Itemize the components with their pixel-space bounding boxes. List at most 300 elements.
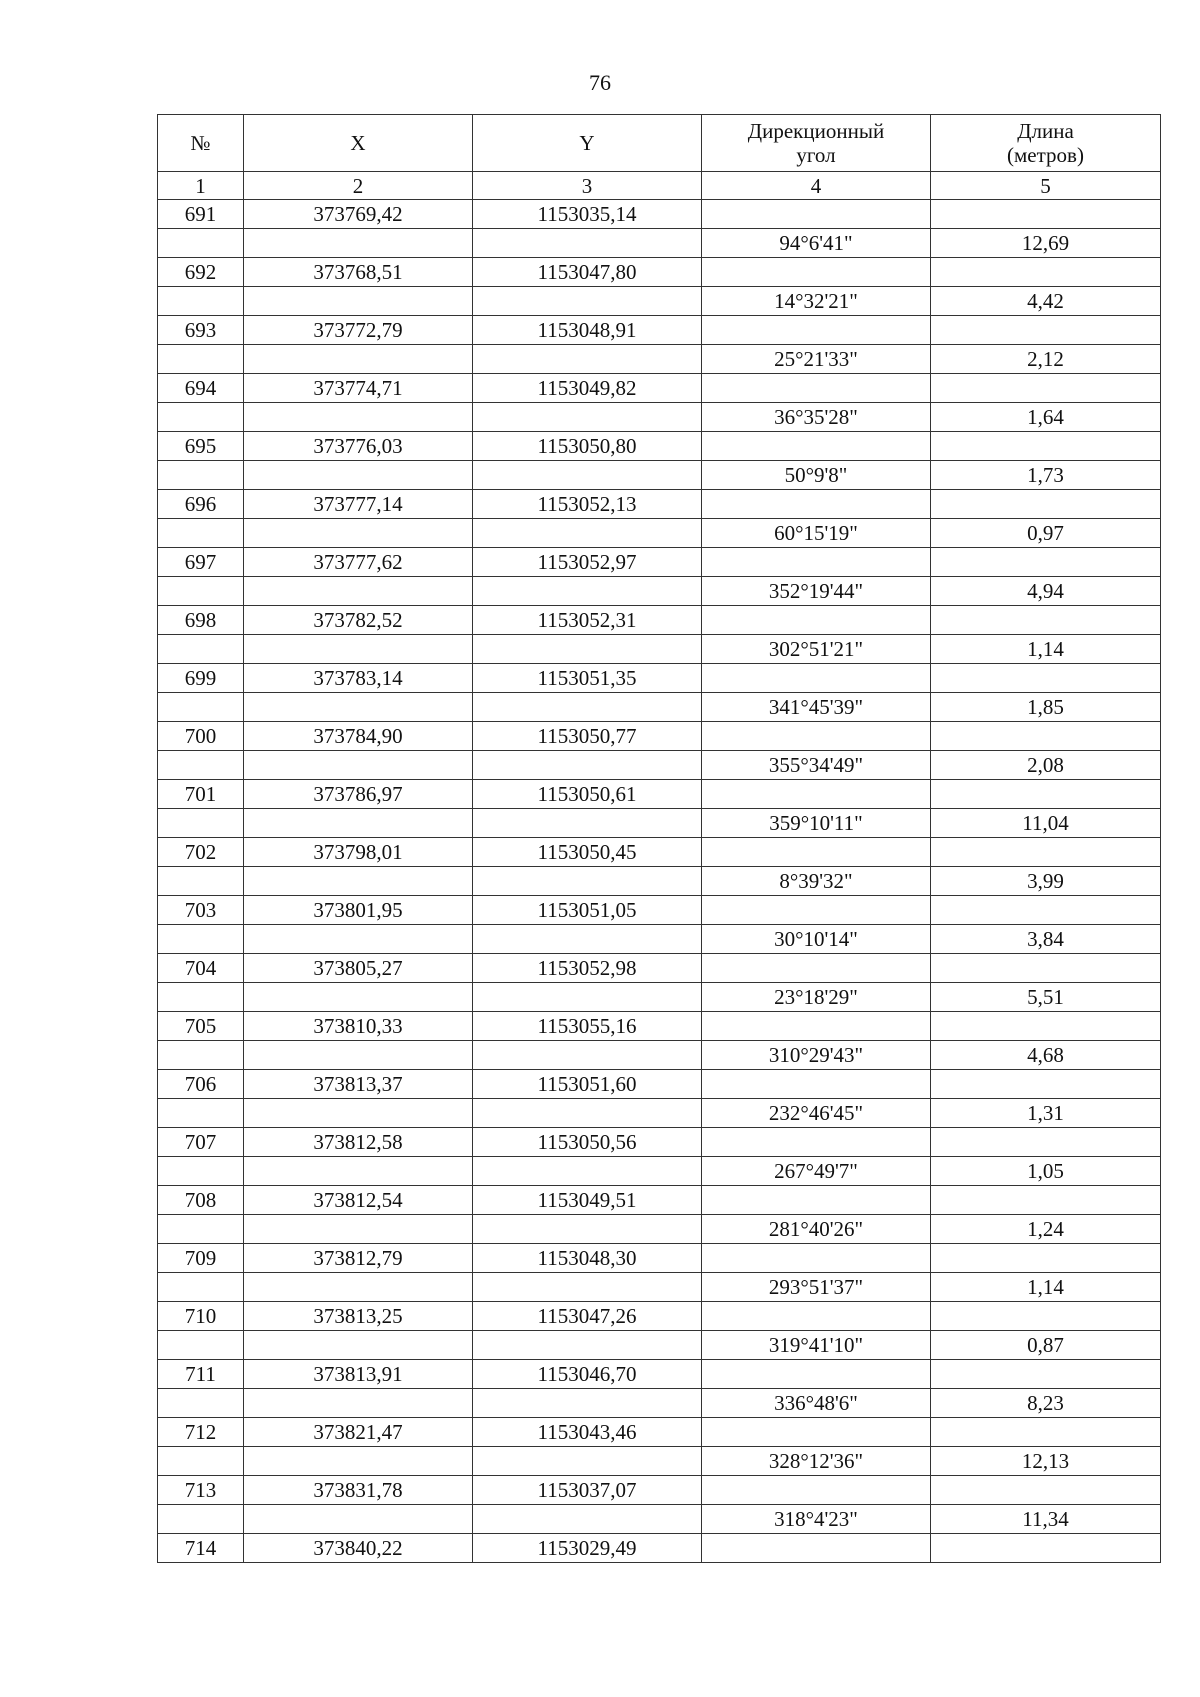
empty-cell xyxy=(473,229,701,258)
y-coordinate: 1153047,80 xyxy=(473,258,701,287)
empty-cell xyxy=(931,1302,1160,1331)
empty-cell xyxy=(158,519,243,548)
empty-cell xyxy=(931,490,1160,519)
direction-angle: 30°10'14" xyxy=(774,926,858,951)
direction-angle: 281°40'26" xyxy=(768,1216,864,1241)
y-coordinate: 1153035,14 xyxy=(473,200,701,229)
length-cell xyxy=(931,1070,1161,1128)
y-coordinate-cell xyxy=(473,1012,702,1070)
header-direction-angle-text: Дирекционный угол xyxy=(747,119,885,167)
y-coordinate: 1153050,56 xyxy=(473,1128,701,1157)
table-row xyxy=(158,200,1161,258)
empty-cell xyxy=(158,1041,243,1070)
table-row xyxy=(158,1244,1161,1302)
y-coordinate-cell xyxy=(473,490,702,548)
y-coordinate: 1153037,07 xyxy=(473,1476,701,1505)
empty-cell xyxy=(473,983,701,1012)
empty-cell xyxy=(158,983,243,1012)
column-number: 2 xyxy=(244,172,473,200)
empty-cell xyxy=(158,287,243,316)
empty-cell xyxy=(702,896,930,925)
segment-length: 3,99 xyxy=(1027,868,1064,893)
empty-cell xyxy=(244,925,472,954)
table-row xyxy=(158,548,1161,606)
coordinates-table xyxy=(157,114,1161,1563)
y-coordinate: 1153051,05 xyxy=(473,896,701,925)
point-number: 691 xyxy=(158,200,243,229)
empty-cell xyxy=(158,461,243,490)
direction-angle-cell xyxy=(702,896,931,954)
x-coordinate: 373812,79 xyxy=(244,1244,472,1273)
direction-angle-cell xyxy=(702,1186,931,1244)
table-row xyxy=(158,1186,1161,1244)
point-number: 713 xyxy=(158,1476,243,1505)
point-number: 696 xyxy=(158,490,243,519)
empty-cell xyxy=(931,374,1160,403)
point-number-cell xyxy=(158,896,244,954)
empty-cell xyxy=(702,1186,930,1215)
empty-cell xyxy=(931,1070,1160,1099)
point-number: 699 xyxy=(158,664,243,693)
length-cell xyxy=(931,1186,1161,1244)
point-number: 712 xyxy=(158,1418,243,1447)
x-coordinate-cell xyxy=(244,1128,473,1186)
point-number-cell xyxy=(158,722,244,780)
empty-cell xyxy=(158,925,243,954)
empty-cell xyxy=(244,1273,472,1302)
empty-cell xyxy=(473,809,701,838)
empty-cell xyxy=(244,1389,472,1418)
y-coordinate-cell xyxy=(473,1070,702,1128)
point-number-cell xyxy=(158,1186,244,1244)
empty-cell xyxy=(158,693,243,722)
x-coordinate-cell xyxy=(244,258,473,316)
x-coordinate: 373812,58 xyxy=(244,1128,472,1157)
empty-cell xyxy=(244,635,472,664)
direction-angle-cell xyxy=(702,1070,931,1128)
direction-angle-cell xyxy=(702,200,931,258)
x-coordinate: 373786,97 xyxy=(244,780,472,809)
direction-angle: 8°39'32" xyxy=(779,868,853,893)
segment-length: 3,84 xyxy=(1027,926,1064,951)
table-header-row xyxy=(158,115,1161,172)
direction-angle-cell xyxy=(702,838,931,896)
x-coordinate-cell xyxy=(244,316,473,374)
point-number: 706 xyxy=(158,1070,243,1099)
empty-cell xyxy=(244,867,472,896)
x-coordinate-cell xyxy=(244,548,473,606)
length-cell xyxy=(931,490,1161,548)
empty-cell xyxy=(158,229,243,258)
length-cell xyxy=(931,664,1161,722)
x-coordinate: 373810,33 xyxy=(244,1012,472,1041)
length-cell xyxy=(931,1244,1161,1302)
empty-cell xyxy=(244,1041,472,1070)
y-coordinate-cell xyxy=(473,1360,702,1418)
point-number: 692 xyxy=(158,258,243,287)
empty-cell xyxy=(473,577,701,606)
point-number: 707 xyxy=(158,1128,243,1157)
y-coordinate: 1153029,49 xyxy=(537,1536,637,1560)
length-cell xyxy=(931,1360,1161,1418)
point-number: 714 xyxy=(184,1536,217,1560)
empty-cell xyxy=(702,316,930,345)
empty-cell xyxy=(931,1186,1160,1215)
x-coordinate-cell xyxy=(244,1534,473,1563)
empty-cell xyxy=(702,664,930,693)
empty-cell xyxy=(244,229,472,258)
direction-angle: 36°35'28" xyxy=(774,404,858,429)
y-coordinate-cell xyxy=(473,780,702,838)
empty-cell xyxy=(473,1157,701,1186)
empty-cell xyxy=(158,867,243,896)
empty-cell xyxy=(473,287,701,316)
y-coordinate: 1153043,46 xyxy=(473,1418,701,1447)
y-coordinate-cell xyxy=(473,1476,702,1534)
x-coordinate-cell xyxy=(244,1360,473,1418)
x-coordinate: 373821,47 xyxy=(244,1418,472,1447)
direction-angle-cell xyxy=(702,1476,931,1534)
empty-cell xyxy=(931,316,1160,345)
y-coordinate-cell xyxy=(473,722,702,780)
empty-cell xyxy=(702,1244,930,1273)
x-coordinate: 373840,22 xyxy=(313,1536,403,1560)
empty-cell xyxy=(931,1012,1160,1041)
empty-cell xyxy=(158,1099,243,1128)
length-cell xyxy=(931,1418,1161,1476)
table-row xyxy=(158,780,1161,838)
direction-angle-cell xyxy=(702,490,931,548)
x-coordinate: 373805,27 xyxy=(244,954,472,983)
table-row xyxy=(158,722,1161,780)
x-coordinate: 373798,01 xyxy=(244,838,472,867)
direction-angle-cell xyxy=(702,374,931,432)
point-number: 697 xyxy=(158,548,243,577)
page-number: 76 xyxy=(589,70,611,95)
x-coordinate-cell xyxy=(244,1012,473,1070)
empty-cell xyxy=(244,461,472,490)
direction-angle: 318°4'23" xyxy=(774,1506,858,1531)
point-number: 704 xyxy=(158,954,243,983)
direction-angle-cell xyxy=(702,722,931,780)
y-coordinate-cell xyxy=(473,258,702,316)
table-row xyxy=(158,1418,1161,1476)
table-row xyxy=(158,316,1161,374)
point-number: 710 xyxy=(158,1302,243,1331)
x-coordinate-cell xyxy=(244,432,473,490)
empty-cell xyxy=(702,606,930,635)
x-coordinate-cell xyxy=(244,722,473,780)
empty-cell xyxy=(244,809,472,838)
empty-cell xyxy=(702,722,930,751)
length-cell xyxy=(931,838,1161,896)
x-coordinate-cell xyxy=(244,1070,473,1128)
empty-cell xyxy=(158,1505,243,1534)
x-coordinate: 373769,42 xyxy=(244,200,472,229)
point-number-cell xyxy=(158,548,244,606)
y-coordinate-cell xyxy=(473,606,702,664)
header-length xyxy=(931,115,1161,172)
direction-angle: 328°12'36" xyxy=(768,1448,864,1473)
direction-angle-cell xyxy=(702,954,931,1012)
y-coordinate-cell xyxy=(473,1244,702,1302)
y-coordinate-cell xyxy=(473,374,702,432)
empty-cell xyxy=(702,490,930,519)
empty-cell xyxy=(244,287,472,316)
length-cell xyxy=(931,896,1161,954)
segment-length: 5,51 xyxy=(1027,984,1064,1009)
x-coordinate-cell xyxy=(244,490,473,548)
point-number-cell xyxy=(158,954,244,1012)
empty-cell xyxy=(244,1099,472,1128)
direction-angle-cell xyxy=(702,1244,931,1302)
point-number: 709 xyxy=(158,1244,243,1273)
direction-angle: 293°51'37" xyxy=(768,1274,864,1299)
empty-cell xyxy=(473,693,701,722)
table-row xyxy=(158,664,1161,722)
point-number: 702 xyxy=(158,838,243,867)
direction-angle: 14°32'21" xyxy=(774,288,858,313)
x-coordinate-cell xyxy=(244,780,473,838)
y-coordinate: 1153052,97 xyxy=(473,548,701,577)
point-number-cell xyxy=(158,606,244,664)
x-coordinate-cell xyxy=(244,1186,473,1244)
empty-cell xyxy=(931,1476,1160,1505)
segment-length: 2,12 xyxy=(1027,346,1064,371)
y-coordinate: 1153047,26 xyxy=(473,1302,701,1331)
empty-cell xyxy=(244,751,472,780)
empty-cell xyxy=(158,1447,243,1476)
empty-cell xyxy=(244,1157,472,1186)
point-number-cell xyxy=(158,1070,244,1128)
length-cell xyxy=(931,1534,1161,1563)
segment-length: 4,68 xyxy=(1027,1042,1064,1067)
x-coordinate-cell xyxy=(244,896,473,954)
point-number: 693 xyxy=(158,316,243,345)
x-coordinate: 373768,51 xyxy=(244,258,472,287)
column-number: 5 xyxy=(931,172,1161,200)
empty-cell xyxy=(931,838,1160,867)
empty-cell xyxy=(702,1302,930,1331)
y-coordinate: 1153048,91 xyxy=(473,316,701,345)
empty-cell xyxy=(931,954,1160,983)
length-cell xyxy=(931,780,1161,838)
length-cell xyxy=(931,374,1161,432)
segment-length: 1,73 xyxy=(1027,462,1064,487)
x-coordinate: 373812,54 xyxy=(244,1186,472,1215)
empty-cell xyxy=(244,519,472,548)
point-number: 698 xyxy=(158,606,243,635)
length-cell xyxy=(931,258,1161,316)
point-number: 701 xyxy=(158,780,243,809)
x-coordinate-cell xyxy=(244,954,473,1012)
empty-cell xyxy=(244,1215,472,1244)
y-coordinate-cell xyxy=(473,200,702,258)
header-y: Y xyxy=(473,115,702,172)
x-coordinate: 373777,62 xyxy=(244,548,472,577)
x-coordinate-cell xyxy=(244,374,473,432)
x-coordinate: 373813,25 xyxy=(244,1302,472,1331)
empty-cell xyxy=(158,403,243,432)
empty-cell xyxy=(473,1331,701,1360)
length-cell xyxy=(931,200,1161,258)
empty-cell xyxy=(702,200,930,229)
x-coordinate: 373777,14 xyxy=(244,490,472,519)
segment-length: 8,23 xyxy=(1027,1390,1064,1415)
y-coordinate-cell xyxy=(473,548,702,606)
empty-cell xyxy=(158,635,243,664)
empty-cell xyxy=(702,374,930,403)
empty-cell xyxy=(158,1331,243,1360)
y-coordinate: 1153050,80 xyxy=(473,432,701,461)
segment-length: 0,87 xyxy=(1027,1332,1064,1357)
point-number-cell xyxy=(158,200,244,258)
length-cell xyxy=(931,722,1161,780)
segment-length: 2,08 xyxy=(1027,752,1064,777)
table-row xyxy=(158,1070,1161,1128)
table-row xyxy=(158,1360,1161,1418)
empty-cell xyxy=(244,345,472,374)
x-coordinate-cell xyxy=(244,838,473,896)
empty-cell xyxy=(473,403,701,432)
header-x: X xyxy=(244,115,473,172)
empty-cell xyxy=(244,983,472,1012)
length-cell xyxy=(931,606,1161,664)
empty-cell xyxy=(931,1244,1160,1273)
point-number-cell xyxy=(158,1302,244,1360)
length-cell xyxy=(931,954,1161,1012)
direction-angle-cell xyxy=(702,258,931,316)
y-coordinate-cell xyxy=(473,1186,702,1244)
y-coordinate: 1153052,98 xyxy=(473,954,701,983)
direction-angle: 94°6'41" xyxy=(779,230,853,255)
empty-cell xyxy=(244,693,472,722)
segment-length: 11,04 xyxy=(1022,810,1069,835)
x-coordinate: 373784,90 xyxy=(244,722,472,751)
table-row xyxy=(158,258,1161,316)
direction-angle-cell xyxy=(702,780,931,838)
point-number: 695 xyxy=(158,432,243,461)
direction-angle: 355°34'49" xyxy=(768,752,864,777)
empty-cell xyxy=(158,1389,243,1418)
direction-angle: 302°51'21" xyxy=(768,636,864,661)
length-cell xyxy=(931,1476,1161,1534)
empty-cell xyxy=(931,432,1160,461)
point-number-cell xyxy=(158,780,244,838)
column-number: 3 xyxy=(473,172,702,200)
direction-angle-cell xyxy=(702,1418,931,1476)
empty-cell xyxy=(702,954,930,983)
length-cell xyxy=(931,1128,1161,1186)
x-coordinate-cell xyxy=(244,200,473,258)
table-row xyxy=(158,954,1161,1012)
direction-angle: 23°18'29" xyxy=(774,984,858,1009)
empty-cell xyxy=(702,1012,930,1041)
empty-cell xyxy=(473,461,701,490)
length-cell xyxy=(931,316,1161,374)
x-coordinate: 373801,95 xyxy=(244,896,472,925)
y-coordinate-cell xyxy=(473,896,702,954)
point-number-cell xyxy=(158,1534,244,1563)
point-number: 705 xyxy=(158,1012,243,1041)
empty-cell xyxy=(702,838,930,867)
empty-cell xyxy=(702,1070,930,1099)
empty-cell xyxy=(931,664,1160,693)
length-cell xyxy=(931,432,1161,490)
segment-length: 1,31 xyxy=(1027,1100,1064,1125)
length-cell xyxy=(931,548,1161,606)
point-number-cell xyxy=(158,258,244,316)
x-coordinate: 373813,91 xyxy=(244,1360,472,1389)
empty-cell xyxy=(244,1447,472,1476)
y-coordinate: 1153050,45 xyxy=(473,838,701,867)
direction-angle-cell xyxy=(702,1360,931,1418)
point-number-cell xyxy=(158,1244,244,1302)
table-row xyxy=(158,1476,1161,1534)
empty-cell xyxy=(931,1534,1160,1562)
y-coordinate: 1153051,60 xyxy=(473,1070,701,1099)
column-number: 1 xyxy=(158,172,244,200)
direction-angle-cell xyxy=(702,606,931,664)
header-direction-angle xyxy=(702,115,931,172)
point-number: 711 xyxy=(158,1360,243,1389)
y-coordinate: 1153050,77 xyxy=(473,722,701,751)
x-coordinate: 373782,52 xyxy=(244,606,472,635)
table-row xyxy=(158,838,1161,896)
empty-cell xyxy=(158,1273,243,1302)
empty-cell xyxy=(473,1215,701,1244)
empty-cell xyxy=(702,432,930,461)
segment-length: 11,34 xyxy=(1022,1506,1069,1531)
empty-cell xyxy=(931,258,1160,287)
empty-cell xyxy=(702,1128,930,1157)
empty-cell xyxy=(473,1273,701,1302)
empty-cell xyxy=(473,345,701,374)
y-coordinate: 1153050,61 xyxy=(473,780,701,809)
direction-angle: 60°15'19" xyxy=(774,520,858,545)
segment-length: 12,13 xyxy=(1021,1448,1070,1473)
empty-cell xyxy=(702,780,930,809)
y-coordinate-cell xyxy=(473,1534,702,1563)
table-row xyxy=(158,896,1161,954)
empty-cell xyxy=(244,1505,472,1534)
point-number: 703 xyxy=(158,896,243,925)
empty-cell xyxy=(702,258,930,287)
y-coordinate: 1153049,82 xyxy=(473,374,701,403)
segment-length: 1,05 xyxy=(1027,1158,1064,1183)
table-row xyxy=(158,1012,1161,1070)
empty-cell xyxy=(158,1215,243,1244)
direction-angle-cell xyxy=(702,1128,931,1186)
table-row xyxy=(158,490,1161,548)
point-number-cell xyxy=(158,374,244,432)
empty-cell xyxy=(473,1447,701,1476)
y-coordinate: 1153055,16 xyxy=(473,1012,701,1041)
table-row xyxy=(158,1302,1161,1360)
y-coordinate-cell xyxy=(473,432,702,490)
direction-angle: 50°9'8" xyxy=(784,462,848,487)
y-coordinate-cell xyxy=(473,1418,702,1476)
table-row xyxy=(158,1534,1161,1563)
column-number: 4 xyxy=(702,172,931,200)
empty-cell xyxy=(931,1360,1160,1389)
point-number-cell xyxy=(158,1012,244,1070)
empty-cell xyxy=(931,200,1160,229)
empty-cell xyxy=(931,1128,1160,1157)
y-coordinate-cell xyxy=(473,838,702,896)
empty-cell xyxy=(473,925,701,954)
x-coordinate-cell xyxy=(244,1418,473,1476)
